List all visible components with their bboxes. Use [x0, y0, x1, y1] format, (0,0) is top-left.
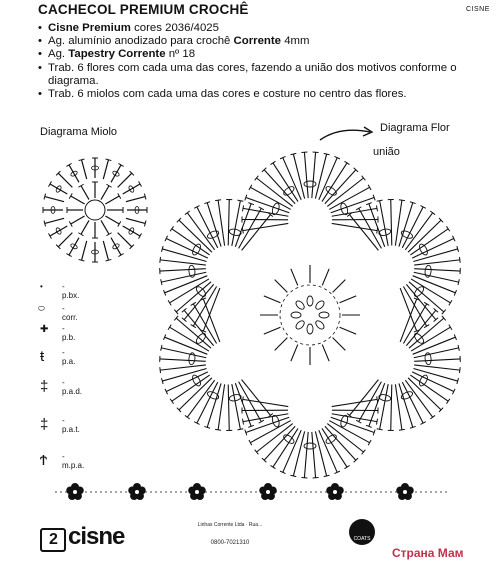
coats-logo: COATS — [349, 519, 375, 545]
brand-tag: CISNE — [466, 6, 490, 13]
triple-stitch-icon: ‡ — [40, 416, 49, 433]
flor-diagram — [160, 152, 461, 478]
cisne-logo-icon: 2 — [40, 528, 66, 552]
cisne-logo: 2 cisne — [40, 523, 124, 552]
footer-address: Linhas Corrente Ltda · Rua... 0800-7021310 — [197, 522, 263, 546]
flower-border-strip — [55, 483, 450, 500]
miolo-diagram-label: Diagrama Miolo — [40, 126, 118, 138]
page-title: CACHECOL PREMIUM CROCHÊ — [38, 2, 249, 17]
watermark-text: Страна Мам — [392, 546, 464, 560]
tall-stitch-icon: ŧ — [40, 348, 45, 365]
border-flower-icon — [259, 483, 277, 500]
uniao-label: união — [373, 146, 400, 158]
border-flower-icon — [66, 483, 84, 500]
dot-icon: • — [40, 282, 43, 291]
materials-item: • Trab. 6 miolos com cada uma das cores e costure no centro das flores. — [38, 88, 478, 101]
materials-item: • Cisne Premium cores 2036/4025 — [38, 22, 478, 35]
border-flower-icon — [188, 483, 206, 500]
border-flower-icon — [396, 483, 414, 500]
pattern-page: CACHECOL PREMIUM CROCHÊ CISNE • Cisne Premium cores 2036/4025 • Ag. alumínio anodizado para crochê Corrente 4mm • Ag. Tapestry Corrente nº 18 • Trab. 6 flores com cada uma das cores, fazendo a união dos motivos conforme o diagrama. • Trab. 6 miolos com cada uma das cores e costure no centro das flores. Diagrama Miolo Diagrama Flor união • - p.bx. ⬭ - corr. ✚ - p.b. ŧ - p.a. ‡ - p.a.d. ‡ - p.a.t. Ϯ - m.p.a. 2 cisne Linhas Corrente Ltda · Rua... 0800-7021310 COATS Страна Мам — [0, 0, 498, 565]
materials-item: • Ag. alumínio anodizado para crochê Corrente 4mm — [38, 35, 478, 48]
materials-item: • Ag. Tapestry Corrente nº 18 — [38, 48, 478, 61]
border-flower-icon — [128, 483, 146, 500]
miolo-diagram — [43, 158, 147, 262]
oval-icon: ⬭ — [38, 304, 45, 313]
border-flower-icon — [326, 483, 344, 500]
uniao-arrow-icon — [320, 130, 370, 140]
double-stitch-icon: ‡ — [40, 378, 49, 395]
half-stitch-icon: Ϯ — [40, 452, 47, 469]
plus-icon: ✚ — [40, 324, 49, 335]
materials-item: • Trab. 6 flores com cada uma das cores, fazendo a união dos motivos conforme o diagrama. — [38, 62, 478, 88]
flor-diagram-label: Diagrama Flor — [380, 122, 450, 134]
